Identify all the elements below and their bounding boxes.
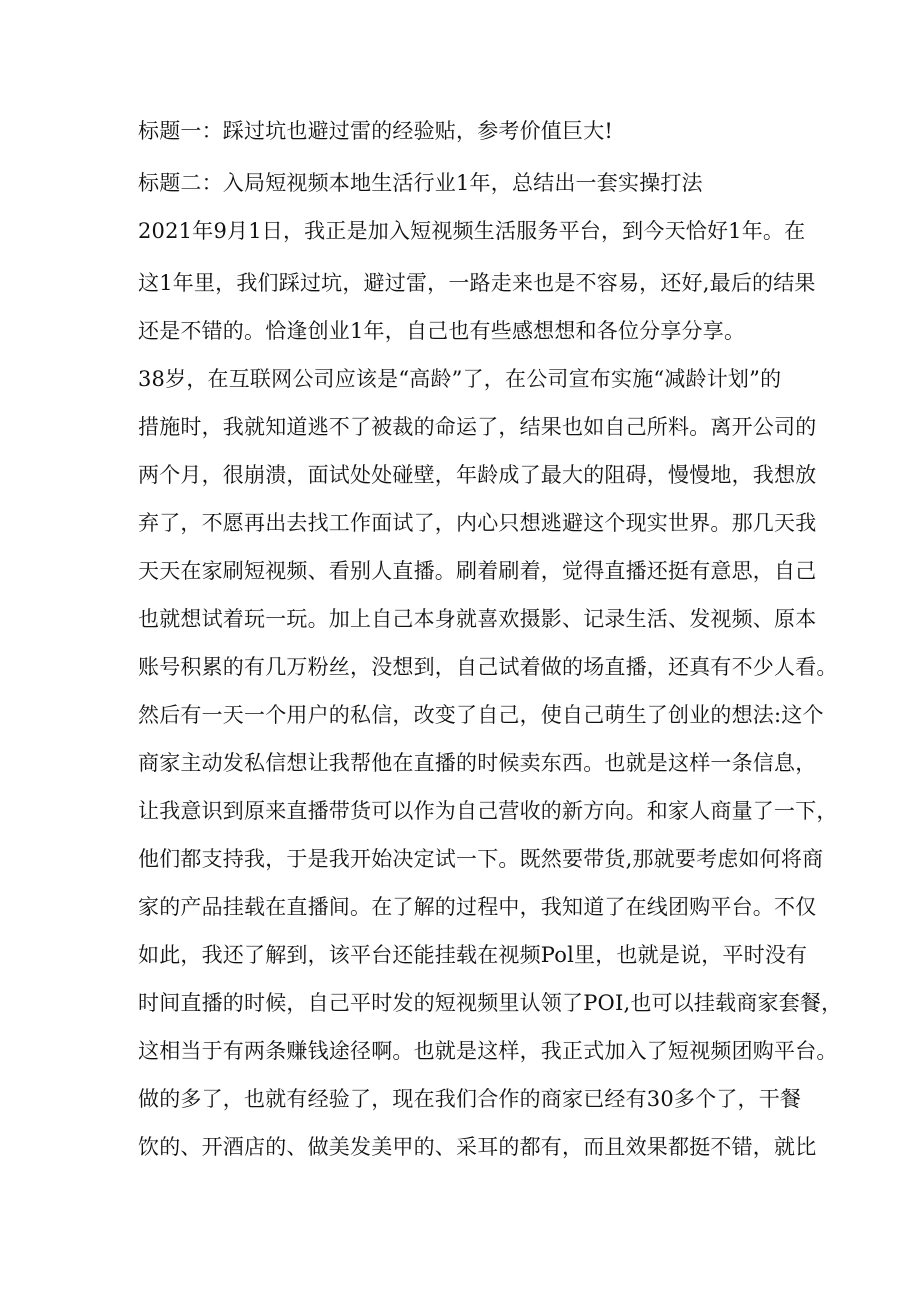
paragraph-line: 账号积累的有几万粉丝，没想到，自己试着做的场直播，还真有不少人看。 [138, 655, 838, 679]
paragraph-line: 也就想试着玩一玩。加上自己本身就喜欢摄影、记录生活、发视频、原本 [138, 607, 817, 631]
title-two: 标题二：入局短视频本地生活行业1年，总结出一套实操打法 [138, 171, 703, 195]
paragraph-line: 2021年9月1日，我正是加入短视频生活服务平台，到今天恰好1年。在 [138, 219, 806, 243]
paragraph-line: 他们都支持我，于是我开始决定试一下。既然要带货,那就要考虑如何将商 [138, 847, 824, 871]
paragraph-line: 38岁，在互联网公司应该是“高龄”了，在公司宣布实施“减龄计划”的 [138, 367, 782, 391]
paragraph-line: 这1年里，我们踩过坑，避过雷，一路走来也是不容易，还好,最后的结果 [138, 271, 816, 295]
paragraph-line: 时间直播的时候，自己平时发的短视频里认领了POI,也可以挂载商家套餐， [138, 991, 843, 1015]
title-one: 标题一：踩过坑也避过雷的经验贴，参考价值巨大! [138, 119, 614, 143]
paragraph-line: 饮的、开酒店的、做美发美甲的、采耳的都有，而且效果都挺不错，就比 [138, 1135, 817, 1159]
paragraph-line: 让我意识到原来直播带货可以作为自己营收的新方向。和家人商量了一下， [138, 799, 838, 823]
paragraph-line: 做的多了，也就有经验了，现在我们合作的商家已经有30多个了，干餐 [138, 1087, 802, 1111]
paragraph-line: 这相当于有两条赚钱途径啊。也就是这样，我正式加入了短视频团购平台。 [138, 1039, 838, 1063]
paragraph-line: 商家主动发私信想让我帮他在直播的时候卖东西。也就是这样一条信息， [138, 751, 817, 775]
paragraph-line: 然后有一天一个用户的私信，改变了自己，使自己萌生了创业的想法:这个 [138, 703, 824, 727]
paragraph-line: 措施时，我就知道逃不了被裁的命运了，结果也如自己所料。离开公司的 [138, 415, 817, 439]
paragraph-line: 弃了，不愿再出去找工作面试了，内心只想逃避这个现实世界。那几天我 [138, 511, 817, 535]
paragraph-line: 如此，我还了解到，该平台还能挂载在视频Pol里，也就是说，平时没有 [138, 943, 808, 967]
paragraph-line: 还是不错的。恰逢创业1年，自己也有些感想想和各位分享分享。 [138, 319, 746, 343]
paragraph-line: 天天在家刷短视频、看别人直播。刷着刷着，觉得直播还挺有意思，自己 [138, 559, 817, 583]
paragraph-line: 两个月，很崩溃，面试处处碰壁，年龄成了最大的阻碍，慢慢地，我想放 [138, 463, 817, 487]
paragraph-line: 家的产品挂载在直播间。在了解的过程中，我知道了在线团购平台。不仅 [138, 895, 817, 919]
